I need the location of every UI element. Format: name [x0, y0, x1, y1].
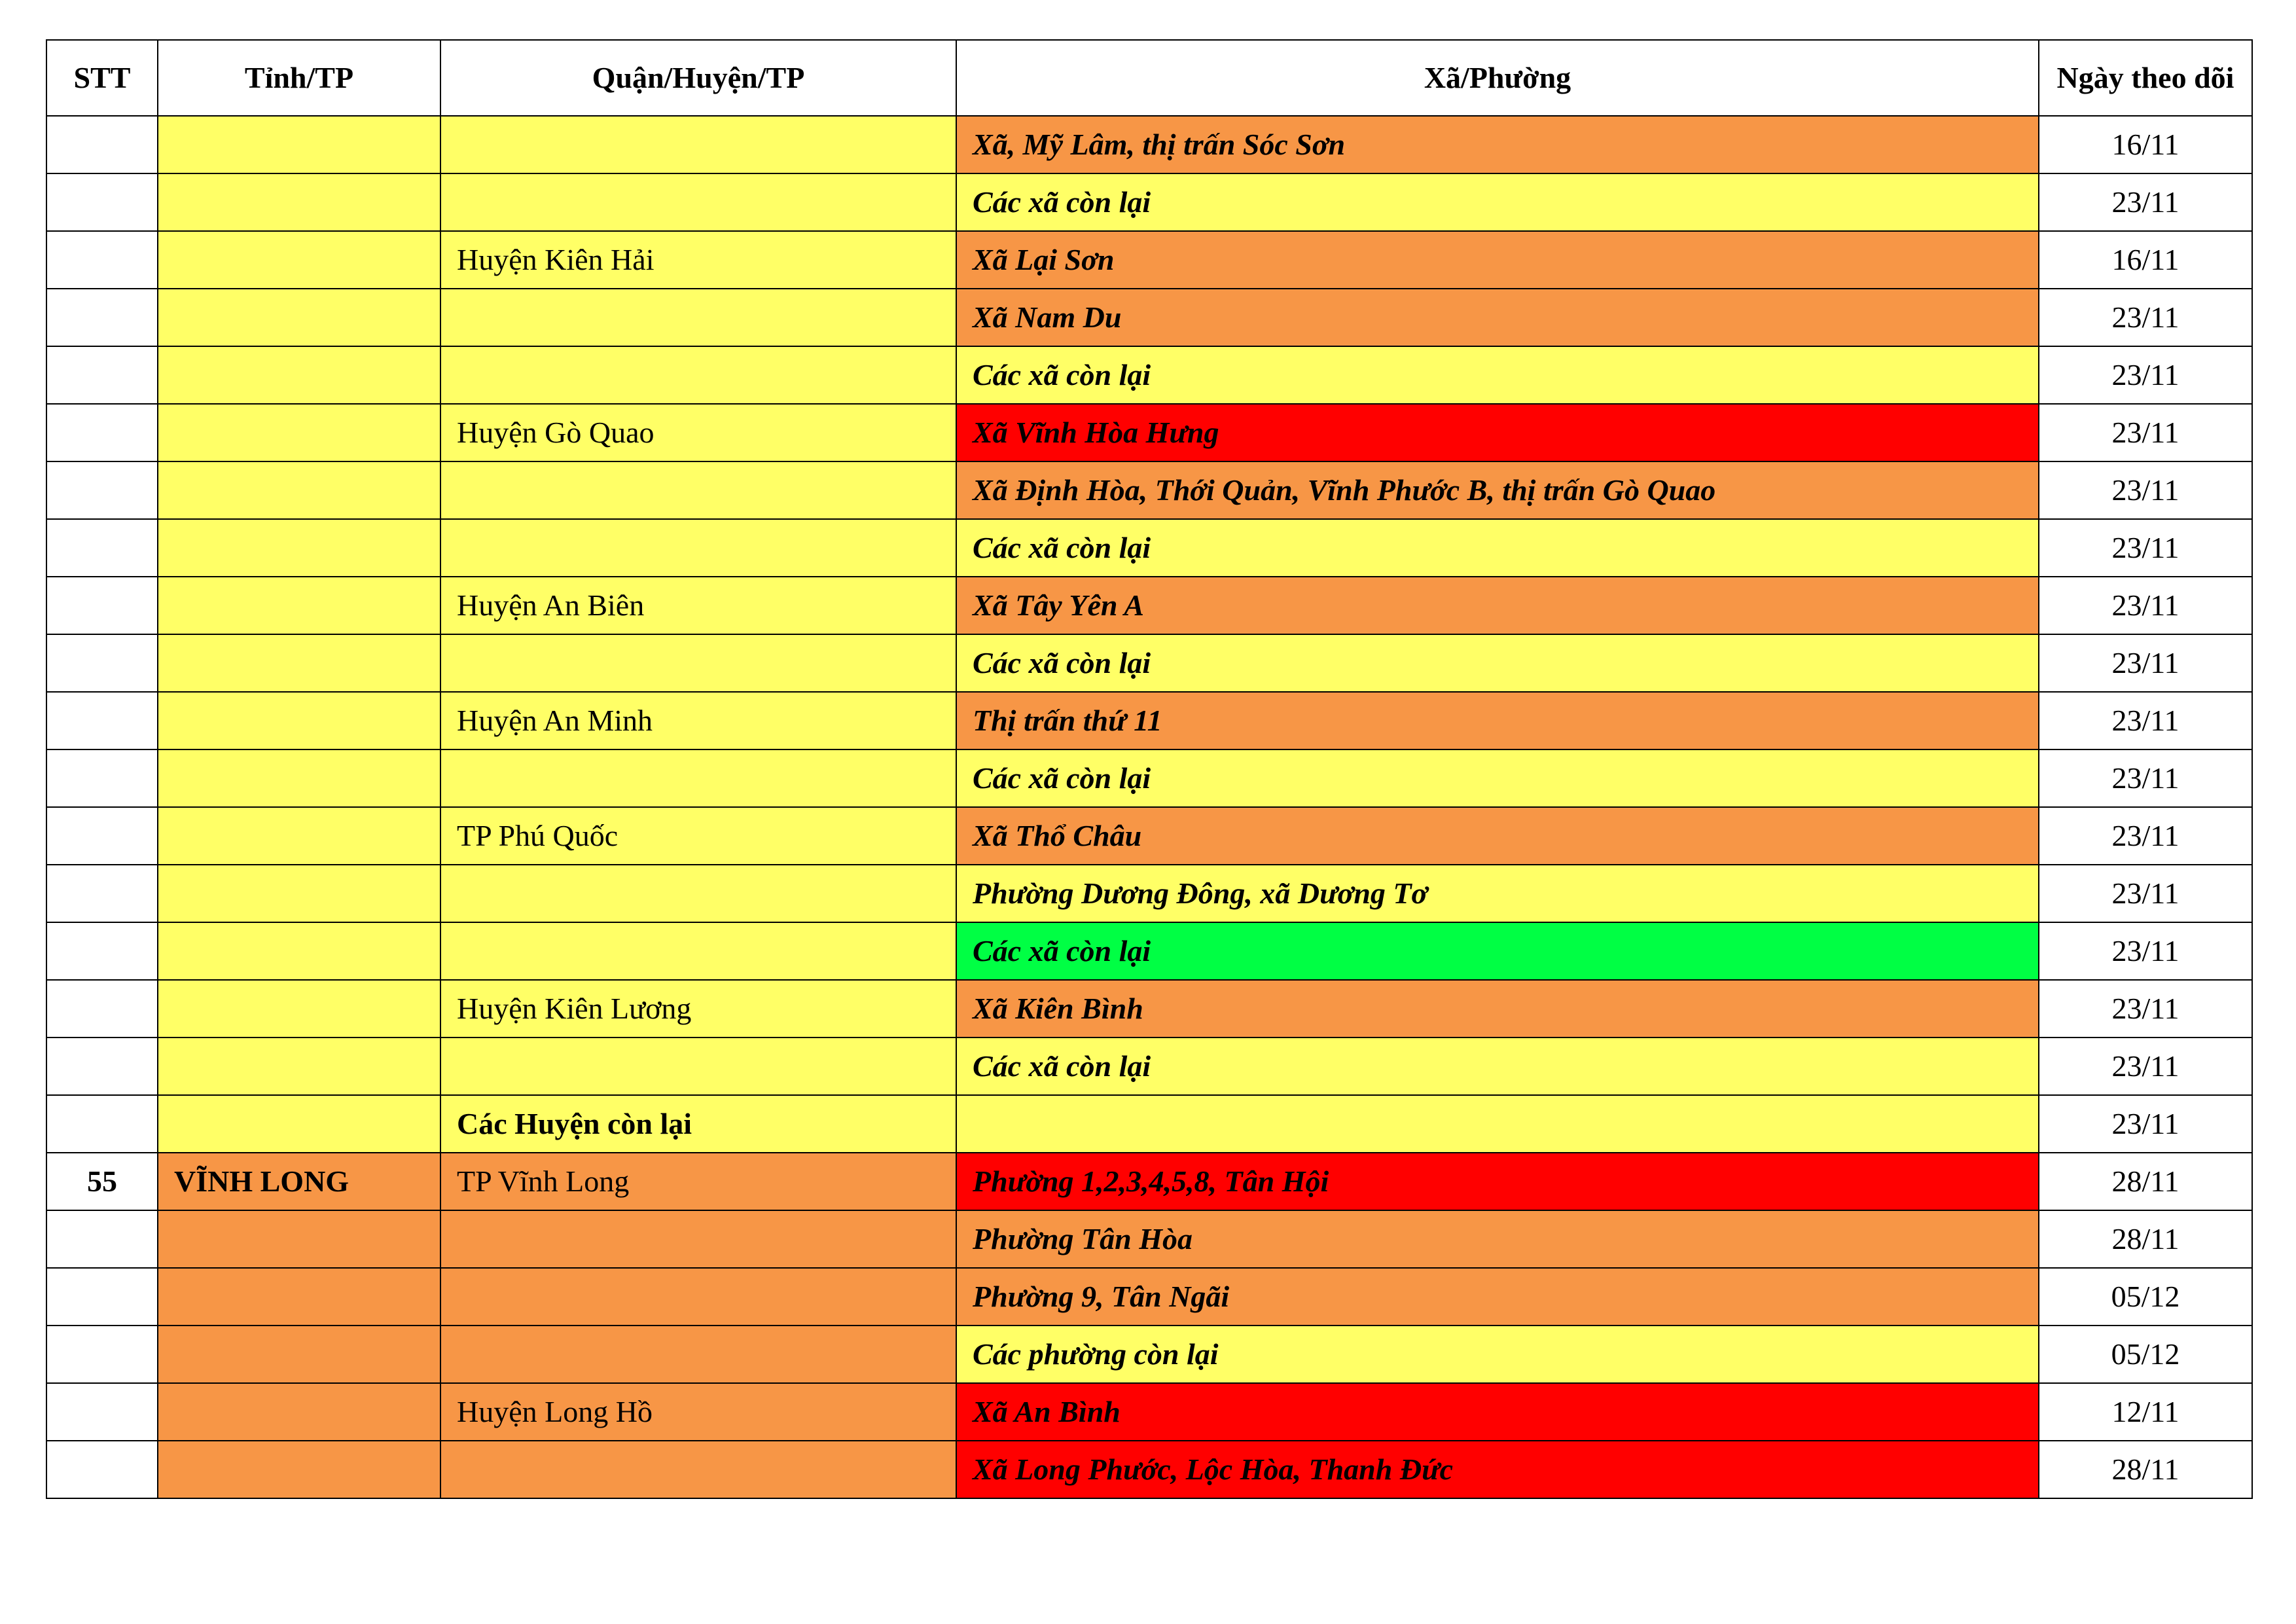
table-row	[46, 404, 2252, 461]
ward-cell: Xã An Bình	[956, 1383, 2039, 1441]
table-row	[46, 116, 2252, 173]
stt-cell	[46, 346, 158, 404]
ward-cell: Xã Lại Sơn	[956, 231, 2039, 289]
tracking-table	[46, 39, 2253, 1499]
province-cell	[158, 692, 440, 749]
district-cell	[440, 116, 956, 173]
province-cell	[158, 749, 440, 807]
date-cell: 23/11	[2039, 1038, 2252, 1095]
stt-cell	[46, 749, 158, 807]
district-cell: Huyện Long Hồ	[440, 1383, 956, 1441]
district-cell	[440, 1326, 956, 1383]
date-cell: 12/11	[2039, 1383, 2252, 1441]
table-row	[46, 634, 2252, 692]
stt-cell	[46, 634, 158, 692]
ward-cell: Phường 9, Tân Ngãi	[956, 1268, 2039, 1326]
province-cell	[158, 1268, 440, 1326]
province-cell	[158, 980, 440, 1038]
ward-cell: Thị trấn thứ 11	[956, 692, 2039, 749]
ward-cell: Xã Long Phước, Lộc Hòa, Thanh Đức	[956, 1441, 2039, 1498]
table-row	[46, 692, 2252, 749]
stt-cell	[46, 1038, 158, 1095]
stt-cell	[46, 519, 158, 577]
stt-cell	[46, 1383, 158, 1441]
date-cell: 16/11	[2039, 116, 2252, 173]
ward-cell: Phường Tân Hòa	[956, 1210, 2039, 1268]
district-cell: Huyện An Minh	[440, 692, 956, 749]
date-cell: 05/12	[2039, 1268, 2252, 1326]
province-cell	[158, 346, 440, 404]
stt-cell	[46, 1441, 158, 1498]
district-cell: Huyện An Biên	[440, 577, 956, 634]
ward-cell: Các xã còn lại	[956, 346, 2039, 404]
ward-cell: Xã, Mỹ Lâm, thị trấn Sóc Sơn	[956, 116, 2039, 173]
date-cell: 23/11	[2039, 634, 2252, 692]
ward-cell: Các phường còn lại	[956, 1326, 2039, 1383]
province-cell	[158, 1326, 440, 1383]
table-row	[46, 1153, 2252, 1210]
date-cell: 23/11	[2039, 1095, 2252, 1153]
district-cell	[440, 1441, 956, 1498]
ward-cell: Các xã còn lại	[956, 634, 2039, 692]
province-cell	[158, 231, 440, 289]
table-row	[46, 173, 2252, 231]
table-row	[46, 1038, 2252, 1095]
district-cell	[440, 461, 956, 519]
stt-cell	[46, 461, 158, 519]
district-cell: Huyện Kiên Lương	[440, 980, 956, 1038]
district-cell	[440, 749, 956, 807]
ward-cell: Xã Thổ Châu	[956, 807, 2039, 865]
province-cell	[158, 634, 440, 692]
district-cell	[440, 865, 956, 922]
district-cell	[440, 634, 956, 692]
district-cell: Huyện Kiên Hải	[440, 231, 956, 289]
stt-cell	[46, 173, 158, 231]
table-row	[46, 922, 2252, 980]
district-cell	[440, 1210, 956, 1268]
district-cell	[440, 289, 956, 346]
table-row	[46, 749, 2252, 807]
district-cell	[440, 922, 956, 980]
table-row	[46, 980, 2252, 1038]
district-cell: Các Huyện còn lại	[440, 1095, 956, 1153]
stt-cell	[46, 807, 158, 865]
stt-cell	[46, 980, 158, 1038]
stt-cell	[46, 922, 158, 980]
province-cell	[158, 461, 440, 519]
district-cell	[440, 173, 956, 231]
date-cell: 23/11	[2039, 404, 2252, 461]
stt-cell	[46, 692, 158, 749]
province-cell	[158, 1038, 440, 1095]
date-cell: 23/11	[2039, 980, 2252, 1038]
province-cell	[158, 289, 440, 346]
province-cell	[158, 173, 440, 231]
stt-cell	[46, 1095, 158, 1153]
ward-cell: Xã Kiên Bình	[956, 980, 2039, 1038]
province-cell: VĨNH LONG	[158, 1153, 440, 1210]
header-ward: Xã/Phường	[956, 40, 2039, 116]
table-row	[46, 231, 2252, 289]
table-row	[46, 1210, 2252, 1268]
stt-cell	[46, 116, 158, 173]
district-cell: TP Phú Quốc	[440, 807, 956, 865]
header-date: Ngày theo dõi	[2039, 40, 2252, 116]
stt-cell	[46, 1326, 158, 1383]
date-cell: 23/11	[2039, 922, 2252, 980]
table-row	[46, 346, 2252, 404]
ward-cell: Phường 1,2,3,4,5,8, Tân Hội	[956, 1153, 2039, 1210]
province-cell	[158, 1383, 440, 1441]
date-cell: 28/11	[2039, 1153, 2252, 1210]
table-row	[46, 1383, 2252, 1441]
stt-cell	[46, 865, 158, 922]
header-province: Tỉnh/TP	[158, 40, 440, 116]
stt-cell	[46, 577, 158, 634]
stt-cell	[46, 289, 158, 346]
ward-cell: Xã Nam Du	[956, 289, 2039, 346]
ward-cell: Xã Vĩnh Hòa Hưng	[956, 404, 2039, 461]
ward-cell: Phường Dương Đông, xã Dương Tơ	[956, 865, 2039, 922]
stt-cell	[46, 1210, 158, 1268]
ward-cell	[956, 1095, 2039, 1153]
district-cell: TP Vĩnh Long	[440, 1153, 956, 1210]
date-cell: 23/11	[2039, 346, 2252, 404]
table-row	[46, 1268, 2252, 1326]
date-cell: 23/11	[2039, 865, 2252, 922]
ward-cell: Các xã còn lại	[956, 749, 2039, 807]
table-row	[46, 461, 2252, 519]
ward-cell: Các xã còn lại	[956, 922, 2039, 980]
province-cell	[158, 404, 440, 461]
date-cell: 28/11	[2039, 1441, 2252, 1498]
province-cell	[158, 1210, 440, 1268]
province-cell	[158, 116, 440, 173]
table-row	[46, 807, 2252, 865]
date-cell: 23/11	[2039, 807, 2252, 865]
district-cell	[440, 346, 956, 404]
table-row	[46, 289, 2252, 346]
header-district: Quận/Huyện/TP	[440, 40, 956, 116]
province-cell	[158, 807, 440, 865]
table-row	[46, 577, 2252, 634]
stt-cell	[46, 404, 158, 461]
district-cell	[440, 519, 956, 577]
date-cell: 16/11	[2039, 231, 2252, 289]
header-stt: STT	[46, 40, 158, 116]
province-cell	[158, 1095, 440, 1153]
date-cell: 23/11	[2039, 692, 2252, 749]
province-cell	[158, 1441, 440, 1498]
province-cell	[158, 519, 440, 577]
ward-cell: Các xã còn lại	[956, 1038, 2039, 1095]
table-row	[46, 1441, 2252, 1498]
ward-cell: Xã Tây Yên A	[956, 577, 2039, 634]
stt-cell: 55	[46, 1153, 158, 1210]
province-cell	[158, 577, 440, 634]
province-cell	[158, 922, 440, 980]
date-cell: 23/11	[2039, 519, 2252, 577]
date-cell: 23/11	[2039, 173, 2252, 231]
date-cell: 05/12	[2039, 1326, 2252, 1383]
district-cell: Huyện Gò Quao	[440, 404, 956, 461]
ward-cell: Xã Định Hòa, Thới Quản, Vĩnh Phước B, thị trấn Gò Quao	[956, 461, 2039, 519]
table-body	[46, 116, 2252, 1498]
date-cell: 23/11	[2039, 577, 2252, 634]
ward-cell: Các xã còn lại	[956, 173, 2039, 231]
table-row	[46, 865, 2252, 922]
district-cell	[440, 1268, 956, 1326]
table-header-row	[46, 40, 2252, 116]
district-cell	[440, 1038, 956, 1095]
date-cell: 28/11	[2039, 1210, 2252, 1268]
table-row	[46, 519, 2252, 577]
table-row	[46, 1095, 2252, 1153]
date-cell: 23/11	[2039, 749, 2252, 807]
province-cell	[158, 865, 440, 922]
stt-cell	[46, 1268, 158, 1326]
stt-cell	[46, 231, 158, 289]
ward-cell: Các xã còn lại	[956, 519, 2039, 577]
date-cell: 23/11	[2039, 461, 2252, 519]
date-cell: 23/11	[2039, 289, 2252, 346]
table-row	[46, 1326, 2252, 1383]
